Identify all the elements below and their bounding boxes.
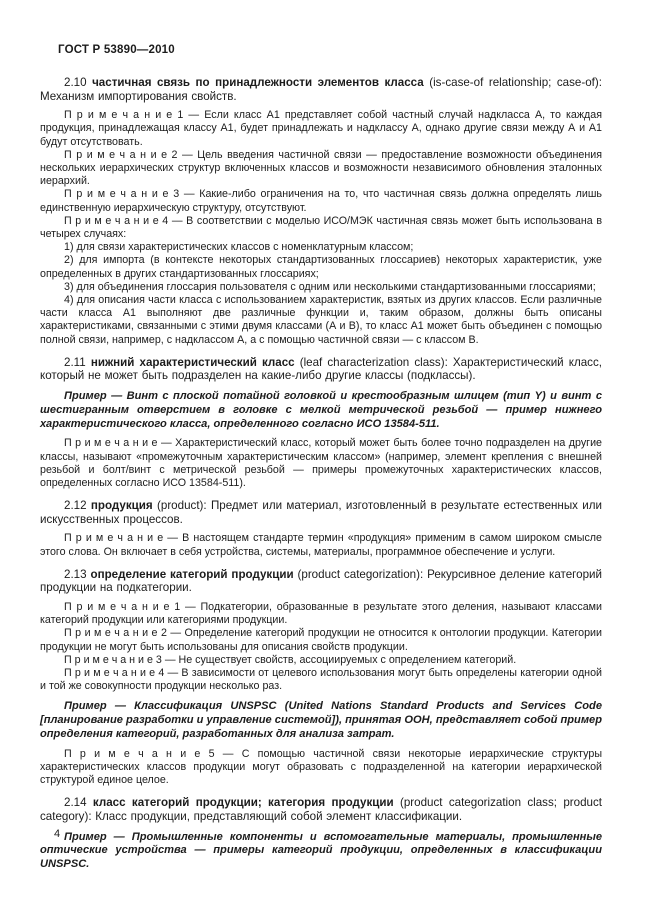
term-name: частичная связь по принадлежности элементов класса xyxy=(92,76,424,89)
term-english: (product): xyxy=(152,499,211,513)
term-number: 2.14 xyxy=(64,796,93,810)
note-text: Характеристический класс, который может быть более точно подразделен на другие классы, называют «промежуточным характеристическим классом» (например, элемент крепления с внешней резьбой и болт/винт с метрической резьбой — примеры промежуточных характеристических классов, определенных согласно ИСО 13584-511). xyxy=(40,437,602,490)
term-definition: Характеристический класс, который не может быть подразделен на какие-либо другие классы (подклассы). xyxy=(40,355,602,383)
note-label: П р и м е ч а н и е 4 — xyxy=(64,667,182,680)
term-english: (product categorization): xyxy=(293,567,428,581)
term-number: 2.11 xyxy=(64,355,91,369)
note-text: Цель введения частичной связи — предоставление возможности объединения нескольких иерархических структур включенных классов и возможности независимого обновления эталонных иерархий. xyxy=(40,148,602,188)
note-paragraph xyxy=(40,601,602,627)
note-label: П р и м е ч а н и е 2 — xyxy=(64,148,198,161)
example-text: Классификация UNSPSC (United Nations Standard Products and Services Code [планирование разработки и управление системой]), принятая ООН, представляет собой пример определения категорий, разработанных для анализа затрат. xyxy=(40,700,603,741)
note-label: П р и м е ч а н и е 1 — xyxy=(64,109,205,122)
term-definition: Предмет или материал, изготовленный в результате естественных или искусственных процессов. xyxy=(40,499,602,526)
term-name: нижний характеристический класс xyxy=(90,355,295,369)
term-definition: Рекурсивное деление категорий продукции на подкатегории. xyxy=(40,567,603,595)
list-item: 2) для импорта (в контексте некоторых стандартизованных глоссариев) некоторых характеристик, уже определенных в других стандартизованных глоссариях; xyxy=(40,254,602,280)
example-paragraph xyxy=(40,700,602,741)
note-paragraph xyxy=(40,215,602,241)
term-name: определение категорий продукции xyxy=(90,567,294,581)
note-paragraph xyxy=(40,149,602,189)
term-paragraph-2-10 xyxy=(40,76,602,103)
note-label: П р и м е ч а н и е 3 — xyxy=(64,653,179,666)
note-paragraph xyxy=(40,188,602,214)
list-item: 3) для объединения глоссария пользователя с одним или несколькими стандартизованными глоссариями; xyxy=(64,280,596,293)
doc-id-header: ГОСТ Р 53890—2010 xyxy=(58,44,175,56)
note-text: Какие-либо ограничения на то, что частичная связь должна определять лишь единственную иерархическую структуру, отсутствуют. xyxy=(40,188,602,214)
term-definition: Класс продукции, представляющий собой элемент классификации. xyxy=(95,810,463,824)
term-name: класс категорий продукции; категория продукции xyxy=(92,796,394,810)
example-text: Винт с плоской потайной головкой и крестообразным шлицем (тип Y) и винт с шестигранным отверстием в головке с мелкой метрической резьбой — пример нижнего характеристического класса, определенного согласно ИСО 13584-511. xyxy=(40,390,602,430)
list-item: 1) для связи характеристических классов с номенклатурным классом; xyxy=(64,241,414,254)
note-paragraph xyxy=(40,667,602,693)
term-definition: Механизм импортирования свойств. xyxy=(40,89,237,103)
note-text: В зависимости от целевого использования могут быть определены категории одной и той же совокупности продукции несколько раз. xyxy=(40,667,602,693)
note-text: Определение категорий продукции не относится к онтологии продукции. Категории продукции не могут быть использованы для описания свойств продукции. xyxy=(40,627,602,653)
example-label: Пример — xyxy=(64,830,132,843)
example-text: Промышленные компоненты и вспомогательные материалы, промышленные оптические устройства — примеры категорий продукции, определенных в классификации UNSPSC. xyxy=(40,830,603,871)
term-english: (product categorization class; product category): xyxy=(40,796,602,824)
note-label: П р и м е ч а н и е 4 — xyxy=(64,214,187,227)
term-number: 2.12 xyxy=(64,499,91,513)
note-label: П р и м е ч а н и е 2 — xyxy=(64,627,185,640)
note-label: П р и м е ч а н и е — xyxy=(64,532,183,545)
term-number: 2.13 xyxy=(64,567,91,581)
note-label: П р и м е ч а н и е 1 — xyxy=(64,601,201,614)
note-label: П р и м е ч а н и е 3 — xyxy=(64,188,200,201)
note-label: П р и м е ч а н и е 5 — xyxy=(64,747,242,760)
example-label: Пример — xyxy=(64,700,135,713)
note-label: П р и м е ч а н и е — xyxy=(64,437,176,450)
page-number: 4 xyxy=(54,828,61,840)
note-text: Подкатегории, образованные в результате этого деления, называют классами категорий продукции или категориями продукции. xyxy=(40,601,602,627)
term-paragraph-2-11 xyxy=(40,356,602,383)
note-text: В настоящем стандарте термин «продукция» применим в самом широком смысле этого слова. Он включает в себя устройства, системы, материалы, программное обеспечение и услуги. xyxy=(40,532,602,558)
note-text: Если класс А1 представляет собой частный случай надкласса А, то каждая продукция, принадлежащая классу А1, будет принадлежать и надклассу А, однако другие связи между А и А1 будут отсутствовать. xyxy=(40,109,602,148)
note-paragraph xyxy=(40,109,602,149)
term-paragraph-2-14 xyxy=(40,796,602,823)
list-item: 4) для описания части класса с использованием характеристик, взятых из других классов. Если различные части класса А1 выполняют две различные функции и, таким образом, должны быть описаны характеристиками, связанными с этими двумя классами (А и В), то класс А1 может быть объединен с помощью полной связи, например, с надклассом А, а с помощью частичной связи — с классом В. xyxy=(40,294,602,346)
note-text: Не существует свойств, ассоциируемых с определением категорий. xyxy=(178,653,517,666)
term-name: продукция xyxy=(90,499,153,513)
term-paragraph-2-13 xyxy=(40,568,602,595)
note-paragraph xyxy=(40,437,602,490)
example-paragraph xyxy=(40,831,602,872)
note-text: С помощью частичной связи некоторые иерархические структуры характеристических классов продукции могут образовать с подразделенной на категории иерархической структурой единое целое. xyxy=(40,747,602,787)
term-english: (is-case-of relationship; case-of): xyxy=(423,76,602,89)
term-paragraph-2-12 xyxy=(40,499,602,526)
note-paragraph xyxy=(40,748,602,788)
note-paragraph xyxy=(40,654,602,667)
term-number: 2.10 xyxy=(64,76,93,89)
note-paragraph xyxy=(40,532,602,558)
example-paragraph xyxy=(40,390,602,431)
term-english: (leaf characterization class): xyxy=(294,355,453,369)
example-label: Пример — xyxy=(64,390,127,403)
note-text: В соответствии с моделью ИСО/МЭК частичная связь может быть использована в четырех случаях: xyxy=(40,214,602,241)
note-paragraph xyxy=(40,627,602,653)
